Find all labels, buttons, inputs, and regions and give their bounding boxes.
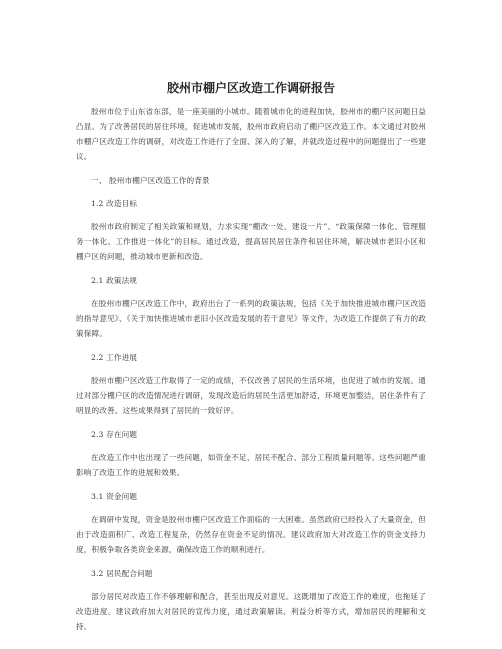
paragraph-progress: 胶州市棚户区改造工作取得了一定的成绩，不仅改善了居民的生活环境，也促进了城市的发展。通过对部分棚户区的改造情况进行调研，发现改造后的居民生活更加舒适，环境更加整洁，居住条件有了明显的改善。这些成果得到了居民的一致好评。	[76, 376, 426, 415]
subheading-goals: 1.2 改造目标	[91, 199, 138, 208]
paragraph-residents: 部分居民对改造工作不够理解和配合，甚至出现反对意见。这既增加了改造工作的难度，也拖延了改造进度。建议政府加大对居民的宣传力度，通过政策解读、利益分析等方式，增加居民的理解和支持。	[76, 592, 426, 631]
document-body	[76, 80, 426, 643]
paragraph-funding: 在调研中发现，资金是胶州市棚户区改造工作面临的一大困难。虽然政府已经投入了大量资金，但由于改造面积广、改造工程复杂，仍然存在资金不足的情况。建议政府加大对改造工作的资金支持力度，积极争取各类资金来源，确保改造工作的顺利进行。	[76, 515, 426, 554]
subheading-policy: 2.1 政策法规	[91, 276, 138, 285]
document-title: 胶州市棚户区改造工作调研报告	[166, 81, 335, 95]
paragraph-policy: 在胶州市棚户区改造工作中，政府出台了一系列的政策法规，包括《关于加快推进城市棚户区改造的指导意见》、《关于加快推进城市老旧小区改造发展的若干意见》等文件，为改造工作提供了有力的政策保障。	[76, 299, 426, 338]
intro-paragraph: 胶州市位于山东省东部，是一座美丽的小城市。随着城市化的进程加快，胶州市的棚户区问题日益凸显。为了改善居民的居住环境，促进城市发展，胶州市政府启动了棚户区改造工作。本文通过对胶州市棚户区改造工作的调研，对改造工作进行了全面、深入的了解，并就改造过程中的问题提出了一些建议。	[76, 107, 426, 161]
paragraph-problems: 在改造工作中也出现了一些问题，如资金不足、居民不配合、部分工程质量问题等。这些问题严重影响了改造工作的进展和效果。	[76, 453, 426, 477]
section-heading-background: 一、 胶州市棚户区改造工作的背景	[91, 176, 210, 185]
paragraph-goals: 胶州市政府制定了相关政策和规划，力求实现“棚改一处、建设一片”、“政策保障一体化、管理服务一体化、工作推进一体化”的目标。通过改造，提高居民居住条件和居住环境，解决城市老旧小区和棚户区的问题，推动城市更新和改造。	[76, 222, 426, 261]
subheading-residents: 3.2 居民配合问题	[91, 569, 153, 578]
subheading-problems: 2.3 存在问题	[91, 430, 138, 439]
subheading-progress: 2.2 工作进展	[91, 353, 138, 362]
subheading-funding: 3.1 资金问题	[91, 492, 138, 501]
